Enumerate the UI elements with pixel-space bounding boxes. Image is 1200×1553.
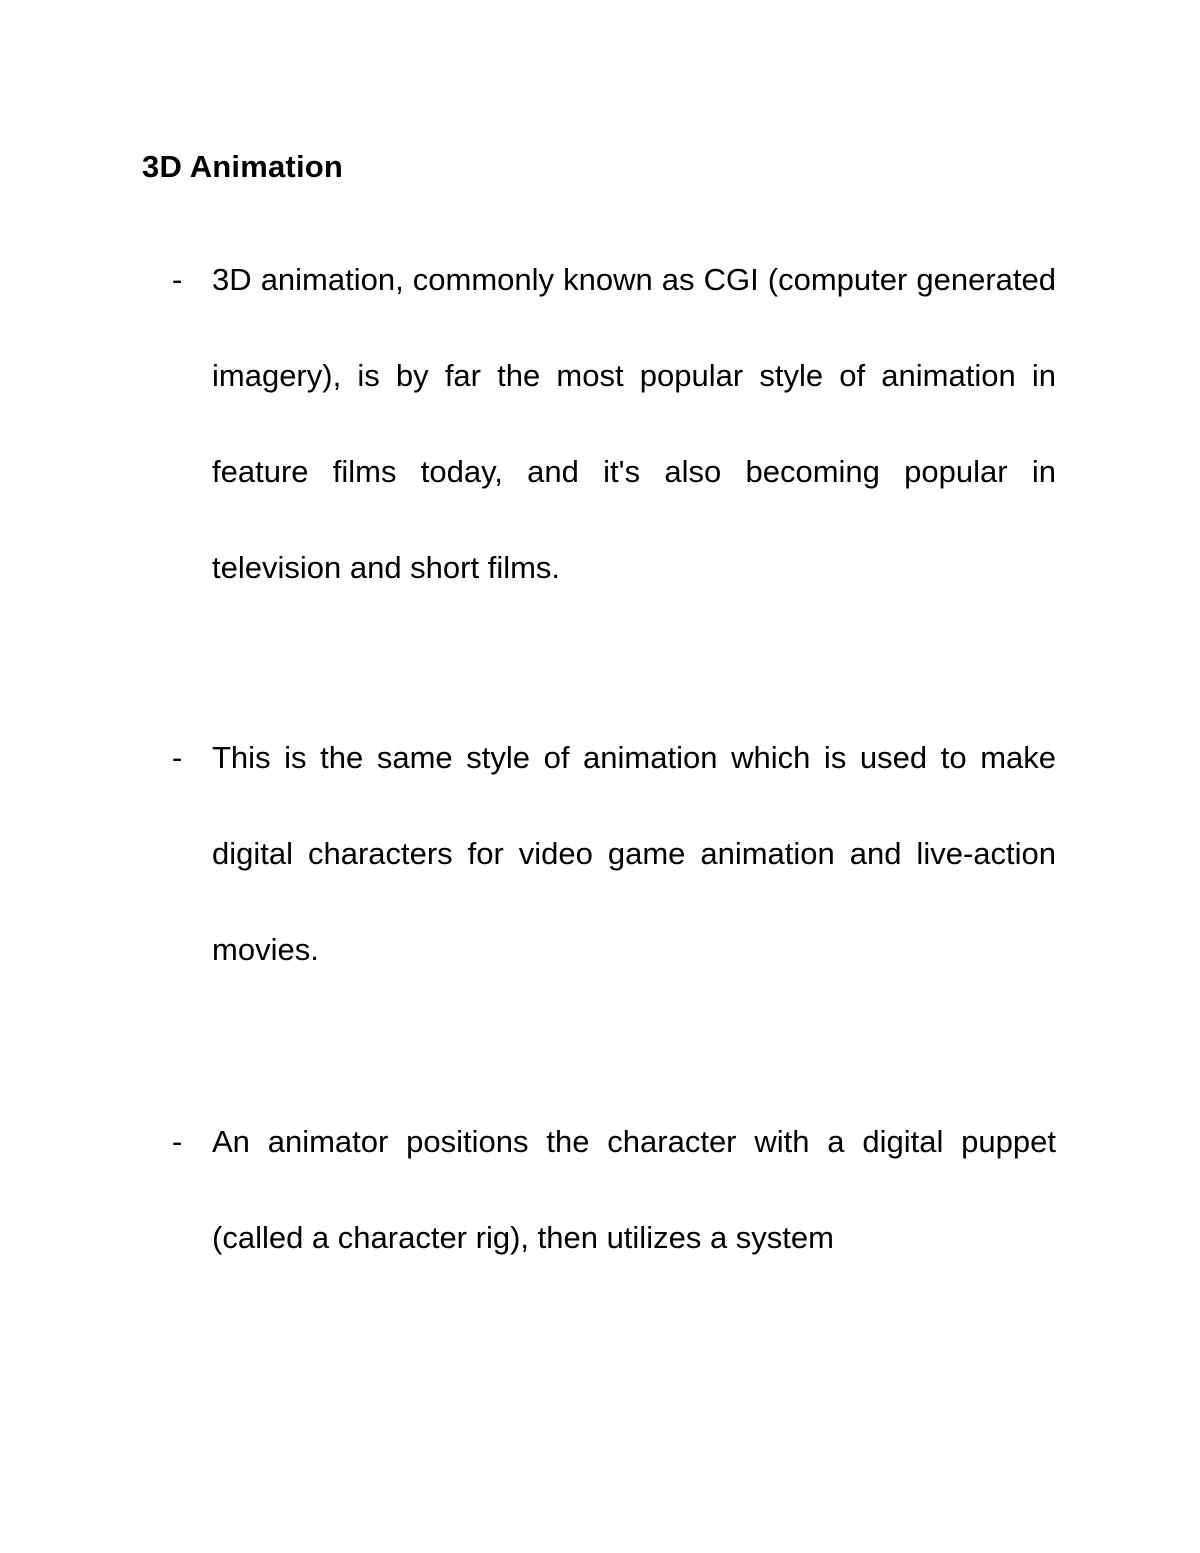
bullet-marker: - [172,740,183,775]
list-item-text: 3D animation, commonly known as CGI (computer generated imagery), is by far the most popular style of animation in feature films today, and it's also becoming popular in television and short films. [212,262,1056,585]
list-item-text: This is the same style of animation which is used to make digital characters for video game animation and live-action movies. [212,740,1056,967]
page-title: 3D Animation [142,149,344,184]
list-item-text: An animator positions the character with a digital puppet (called a character rig), then utilizes a system [212,1124,1056,1255]
list-item [172,232,1056,616]
bullet-marker: - [172,1124,183,1159]
list-item [172,1094,1056,1286]
list-item [172,710,1056,998]
bullet-marker: - [172,262,183,297]
